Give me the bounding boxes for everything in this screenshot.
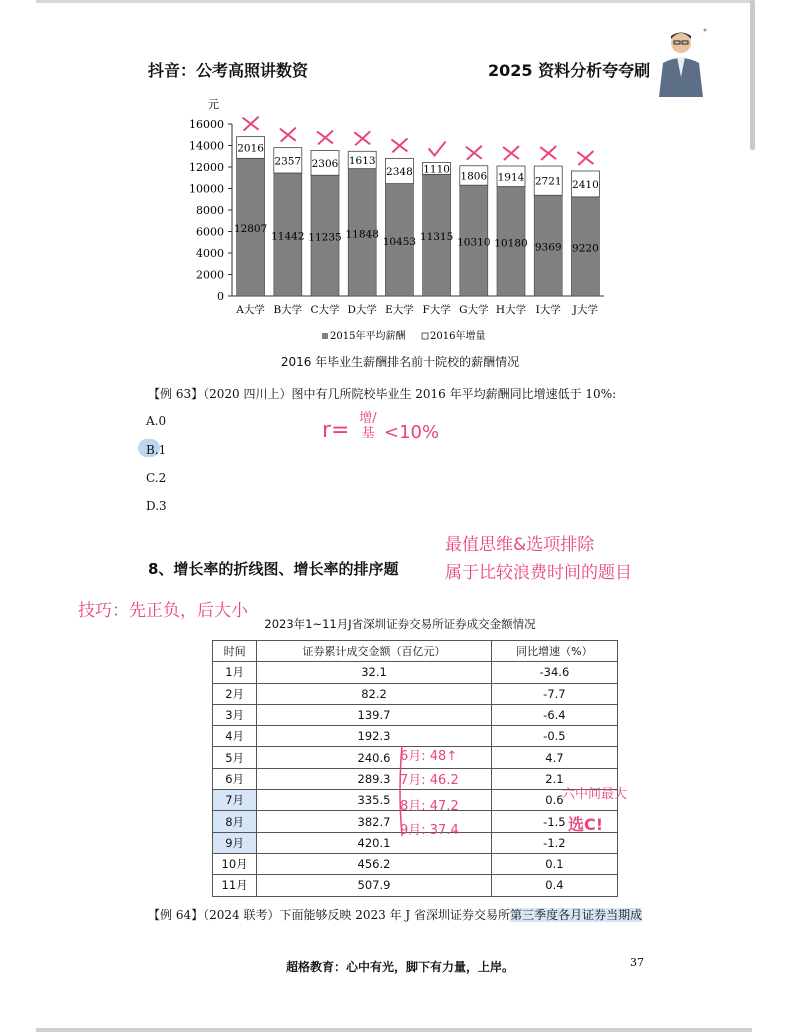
table-row [213,704,618,725]
cell-month: 11月 [213,875,257,896]
legend-swatch-2015 [322,333,328,339]
cell-volume: 420.1 [257,832,492,853]
y-tick-label: 2000 [196,268,224,282]
y-tick-label: 16000 [189,118,224,131]
cell-month: 8月 [213,811,257,832]
x-category-label: C大学 [310,304,340,316]
data-label-2015: 10310 [457,236,491,249]
data-label-2016-increment: 2410 [572,178,599,191]
data-label-2016-increment: 2016 [237,142,264,155]
legend-swatch-2016 [422,333,428,339]
cell-month: 6月 [213,768,257,789]
data-label-2015: 11235 [308,231,342,244]
handwritten-cross-mark [317,130,333,144]
page-number: 37 [630,956,644,969]
x-category-label: B大学 [273,304,303,316]
handwritten-cross-mark [540,146,556,160]
cell-volume: 32.1 [257,662,492,683]
data-label-2015: 10453 [382,235,417,248]
data-label-2015: 9220 [572,242,599,255]
option-d[interactable]: D.3 [146,499,167,513]
question-64-stem-part1: 【例 64】（2024 联考）下面能够反映 2023 年 J 省深圳证券交易所 [148,908,511,922]
cell-volume: 240.6 [257,747,492,768]
y-axis-unit: 元 [208,98,219,111]
cell-volume: 139.7 [257,704,492,725]
option-c[interactable]: C.2 [146,471,167,485]
handwritten-tip: 技巧：先正负，后大小 [78,601,248,621]
handwritten-note-1: 最值思维&选项排除 [445,535,595,555]
header-volume: 证券累计成交金额（百亿元） [257,641,492,662]
option-b[interactable]: B.1 [146,443,167,457]
cell-volume: 456.2 [257,853,492,874]
data-label-2015: 11315 [419,231,454,244]
data-label-2015: 11848 [345,228,379,241]
cell-growth: -7.7 [491,683,617,704]
cell-growth: 2.1 [491,768,617,789]
x-category-label: E大学 [385,304,414,316]
data-label-2016-increment: 1110 [423,163,450,176]
y-tick-label: 0 [217,290,224,303]
header-growth: 同比增速（%） [491,641,617,662]
cell-month: 3月 [213,704,257,725]
header-left-title: 抖音：公考高照讲数资 [148,61,309,80]
cell-growth: -0.5 [491,726,617,747]
handwritten-formula-r: r= [322,418,350,443]
table-row [213,853,618,874]
cell-month: 2月 [213,683,257,704]
cell-month: 4月 [213,726,257,747]
x-category-label: F大学 [422,304,451,316]
annotation-bracket [396,742,436,842]
question-63-stem: 【例 63】（2020 四川上）图中有几所院校毕业生 2016 年平均薪酬同比增速低于 10%: [148,387,617,401]
data-label-2016-increment: 2348 [386,166,413,179]
cell-growth: 4.7 [491,747,617,768]
data-label-2016-increment: 2721 [534,175,562,188]
y-tick-label: 14000 [189,139,224,153]
cell-growth: 0.4 [491,875,617,896]
table-row [213,683,618,704]
x-category-label: A大学 [236,304,265,316]
handwritten-note-2: 属于比较浪费时间的题目 [445,563,632,583]
handwritten-cross-mark [577,151,593,165]
handwritten-cross-mark [503,146,519,160]
table-title: 2023年1~11月J省深圳证券交易所证券成交金额情况 [264,617,536,631]
salary-stacked-bar-chart [0,0,800,350]
cell-volume: 289.3 [257,768,492,789]
cell-volume: 507.9 [257,875,492,896]
x-category-label: H大学 [495,304,527,316]
handwritten-cross-mark [354,131,370,145]
handwritten-cross-mark [280,128,296,142]
data-label-2016-increment: 1613 [348,154,376,167]
annotation-september: 9月: 37.4 [400,823,459,838]
cell-growth: 0.1 [491,853,617,874]
table-row [213,662,618,683]
cell-month: 5月 [213,747,257,768]
y-tick-label: 12000 [189,161,224,174]
cell-volume: 382.7 [257,811,492,832]
legend-label-2016: 2016年增量 [430,331,486,342]
y-tick-label: 10000 [189,182,224,196]
data-label-2015: 12807 [233,223,268,236]
handwritten-cross-mark [466,146,482,160]
annotation-august: 8月: 47.2 [400,799,459,814]
side-note-choose-c: 选C! [568,815,604,834]
y-tick-label: 8000 [196,204,224,217]
y-tick-label: 4000 [196,247,224,260]
header-right-title: 2025 资料分析夸夸刷 [488,61,651,80]
cell-growth: -34.6 [491,662,617,683]
table-row [213,875,618,896]
cell-growth: -1.2 [491,832,617,853]
cell-growth: -1.5 [491,811,617,832]
x-category-label: G大学 [459,304,489,316]
data-label-2016-increment: 2357 [274,155,302,168]
data-label-2016-increment: 1914 [497,171,525,184]
cell-growth: 0.6 [491,790,617,811]
cell-volume: 192.3 [257,726,492,747]
handwritten-cross-mark [243,117,259,131]
cell-volume: 82.2 [257,683,492,704]
data-label-2015: 10180 [494,237,528,250]
y-tick-label: 6000 [196,225,224,239]
x-category-label: I大学 [535,304,561,316]
x-category-label: D大学 [347,304,377,316]
header-time: 时间 [213,641,257,662]
annotation-june: 6月: 48↑ [400,749,458,764]
annotation-july: 7月: 46.2 [400,773,459,788]
question-64-stem [148,906,642,923]
handwritten-formula-threshold: <10% [384,422,440,443]
handwritten-formula-fraction: 增/基 [359,411,377,441]
data-label-2016-increment: 2306 [311,157,339,170]
cell-growth: -6.4 [491,704,617,725]
side-note-middle-largest: 六中间最大 [562,787,628,802]
data-label-2015: 9369 [534,241,562,254]
section-title: 8、增长率的折线图、增长率的排序题 [148,560,399,578]
cell-month: 9月 [213,832,257,853]
cell-month: 1月 [213,662,257,683]
handwritten-cross-mark [391,138,407,152]
data-label-2016-increment: 1806 [460,170,488,183]
x-category-label: J大学 [572,304,599,316]
cell-volume: 335.5 [257,790,492,811]
bottom-divider [36,1028,752,1032]
table-header-row [213,641,618,662]
footer-motto: 超格教育：心中有光，脚下有力量，上岸。 [285,960,514,974]
question-64-stem-highlight: 第三季度各月证券当期成 [510,908,643,922]
option-a[interactable]: A.0 [146,414,167,428]
data-label-2015: 11442 [271,230,305,243]
chart-caption: 2016 年毕业生薪酬排名前十院校的薪酬情况 [280,355,520,369]
cell-month: 7月 [213,790,257,811]
handwritten-check-mark [429,141,446,155]
cell-month: 10月 [213,853,257,874]
legend-label-2015: 2015年平均薪酬 [330,331,406,342]
